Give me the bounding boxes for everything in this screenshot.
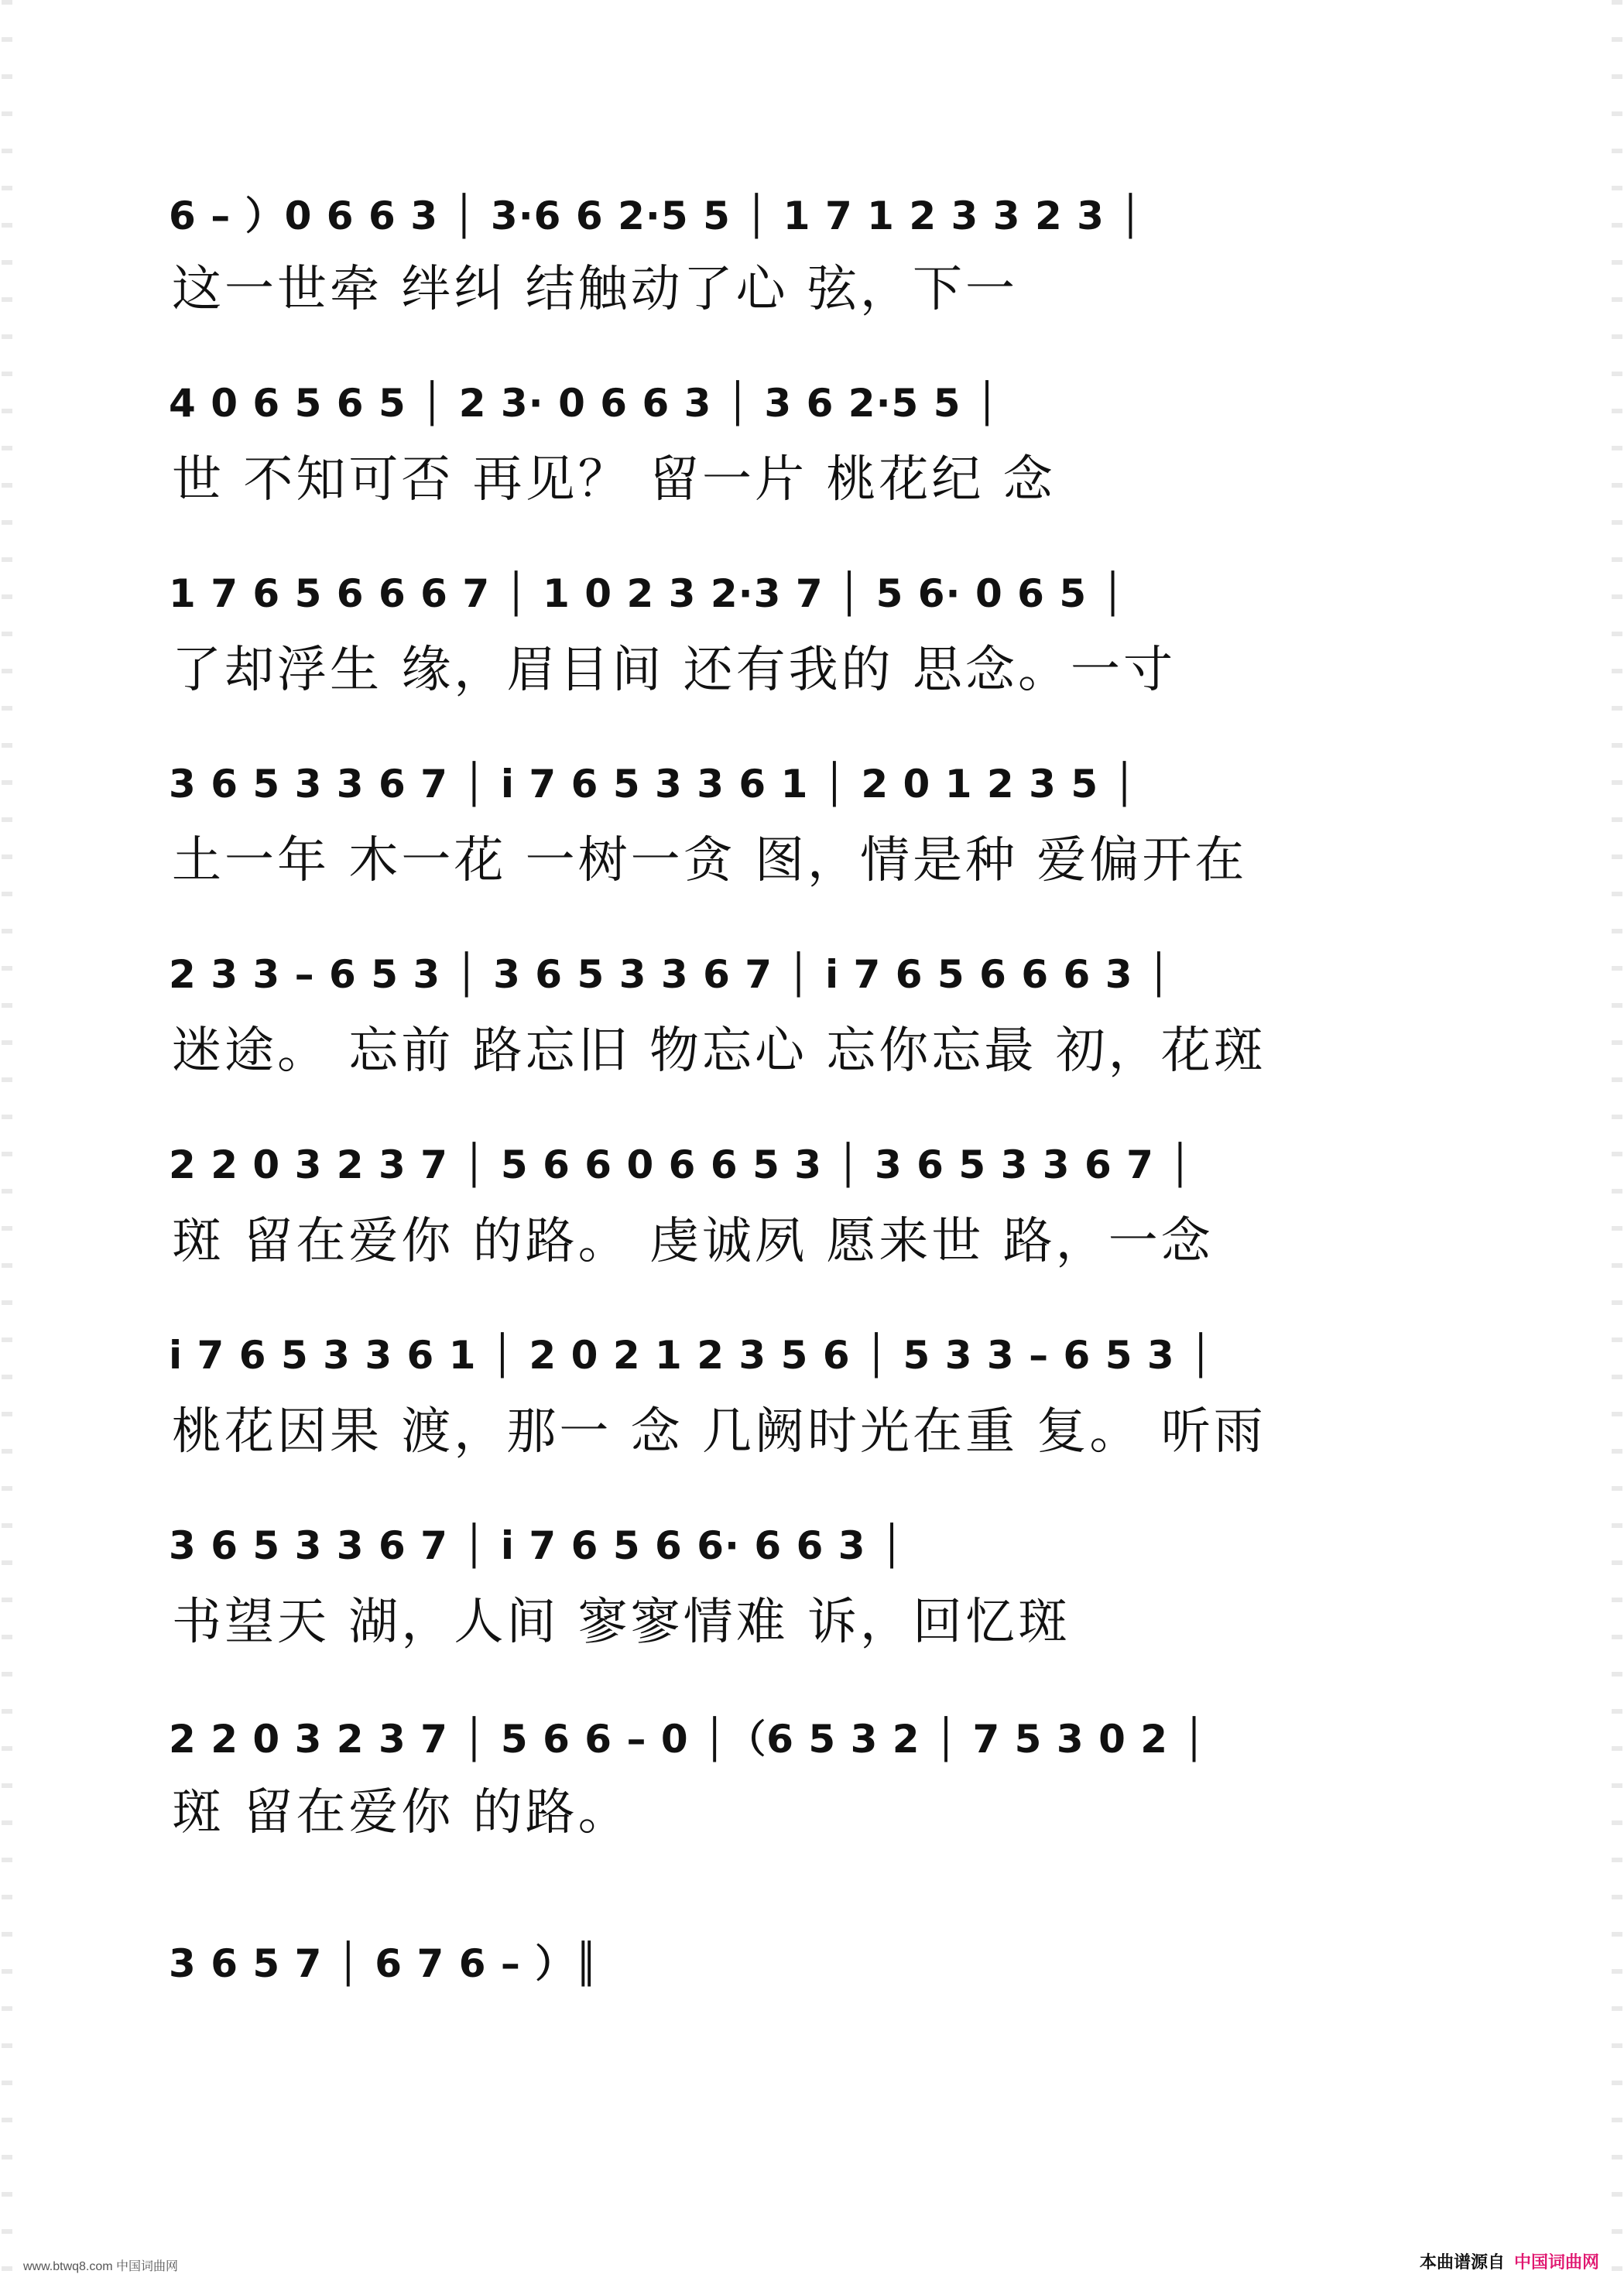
- score-system-6: [169, 1129, 1463, 1272]
- lyrics-line-1: 这一世牵 绊纠 结触动了心 弦，下一: [172, 261, 1019, 318]
- left-watermark-strip: [2, 0, 12, 2281]
- score-system-2: [169, 367, 1463, 511]
- notes-line-4: 3 6 5 3 3 6 7 │ i 7 6 5 3 3 6 1 │ 2 0 1 2 3 5 │: [169, 762, 1137, 807]
- notes-line-9: 2 2 0 3 2 3 7 │ 5 6 6 – 0 │（6 5 3 2 │ 7 5 3 0 2 │: [169, 1717, 1207, 1762]
- lyrics-line-6: 斑 留在爱你 的路。 虔诚夙 愿来世 路，一念: [172, 1213, 1214, 1270]
- score-system-9: [169, 1700, 1463, 1844]
- notes-line-6: 2 2 0 3 2 3 7 │ 5 6 6 0 6 6 5 3 │ 3 6 5 3 3 6 7 │: [169, 1142, 1193, 1187]
- footer-brand: 中国词曲网: [1513, 2253, 1599, 2272]
- score-system-3: [169, 557, 1463, 701]
- notes-line-8: 3 6 5 3 3 6 7 │ i 7 6 5 6 6· 6 6 3 │: [169, 1523, 905, 1568]
- lyrics-line-8: 书望天 湖，人间 寥寥情难 诉，回忆斑: [172, 1594, 1071, 1651]
- notes-line-7: i 7 6 5 3 3 6 1 │ 2 0 2 1 2 3 5 6 │ 5 3 3 – 6 5 3 │: [169, 1333, 1214, 1378]
- score-system-5: [169, 938, 1463, 1082]
- footer-source: [1420, 2249, 1599, 2273]
- footer-source-label: 本曲谱源自: [1419, 2253, 1505, 2272]
- lyrics-line-9: 斑 留在爱你 的路。: [172, 1784, 631, 1841]
- notes-line-10: 3 6 5 7 │ 6 7 6 – ）║: [169, 1941, 599, 1986]
- score-system-8: [169, 1509, 1463, 1653]
- lyrics-line-3: 了却浮生 缘，眉目间 还有我的 思念。一寸: [172, 642, 1177, 699]
- footer-site-url: www.btwq8.com 中国词曲网: [23, 2260, 179, 2273]
- lyrics-line-4: 土一年 木一花 一树一贪 图，情是种 爱偏开在: [172, 832, 1248, 889]
- score-system-7: [169, 1319, 1463, 1463]
- notes-line-5: 2 3 3 – 6 5 3 │ 3 6 5 3 3 6 7 │ i 7 6 5 6 6 6 3 │: [169, 952, 1172, 997]
- score-system-10: [169, 1924, 1463, 1997]
- jianpu-score: [169, 176, 1463, 1997]
- notes-line-1: 6 – ）0 6 6 3 │ 3·6 6 2·5 5 │ 1 7 1 2 3 3 2 3 │: [169, 194, 1143, 238]
- lyrics-line-7: 桃花因果 渡，那一 念 几阙时光在重 复。 听雨: [172, 1403, 1266, 1461]
- right-watermark-strip: [1612, 0, 1622, 2281]
- lyrics-line-5: 迷途。 忘前 路忘旧 物忘心 忘你忘最 初，花斑: [172, 1022, 1266, 1080]
- score-system-1: [169, 176, 1463, 320]
- lyrics-line-2: 世 不知可否 再见？ 留一片 桃花纪 念: [172, 451, 1056, 509]
- score-system-4: [169, 748, 1463, 892]
- notes-line-2: 4 0 6 5 6 5 │ 2 3· 0 6 6 3 │ 3 6 2·5 5 │: [169, 381, 1000, 426]
- notes-line-3: 1 7 6 5 6 6 6 7 │ 1 0 2 3 2·3 7 │ 5 6· 0 6 5 │: [169, 571, 1125, 616]
